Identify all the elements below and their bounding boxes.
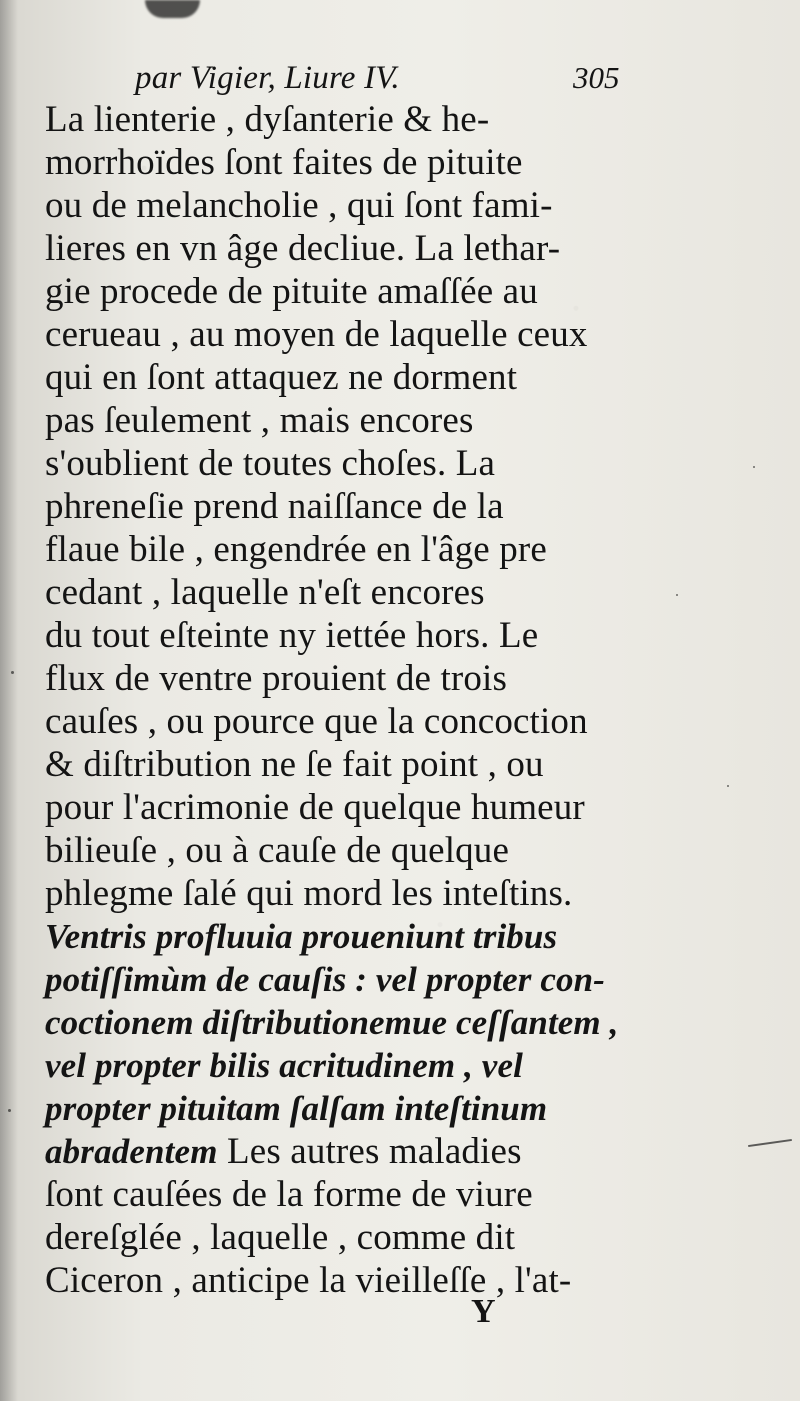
paper-speck — [727, 785, 729, 787]
latin-word: abradentem — [45, 1132, 218, 1171]
text-line: dereſglée , laquelle , comme dit — [45, 1217, 516, 1258]
latin-line: Ventris profluuia proueniunt tribus — [45, 917, 558, 956]
text-line: s'oublient de toutes choſes. La — [45, 443, 496, 484]
body-text — [45, 98, 635, 1301]
latin-line: propter pituitam ſalſam inteſtinum — [45, 1089, 548, 1128]
text-line: morrhoïdes ſont faites de pituite — [45, 142, 523, 183]
paper-mark — [748, 1139, 792, 1147]
text-line: phlegme ſalé qui mord les inteſtins. — [45, 873, 573, 914]
running-head: par Vigier, Liure IV. — [135, 60, 400, 96]
text-line: lieres en vn âge decliue. La lethar- — [45, 228, 561, 269]
text-line: cerueau , au moyen de laquelle ceux — [45, 314, 588, 355]
text-line: flux de ventre prouient de trois — [45, 658, 508, 699]
latin-line: vel propter bilis acritudinem , vel — [45, 1046, 523, 1085]
signature-mark: Y — [471, 1293, 496, 1330]
text-line: Ciceron , anticipe la vieilleſſe , l'at- — [45, 1260, 572, 1301]
text-line: du tout eſteinte ny iettée hors. Le — [45, 615, 539, 656]
binding-shadow — [0, 0, 18, 1401]
text-line: gie procede de pituite amaſſée au — [45, 271, 538, 312]
text-line: phreneſie prend naiſſance de la — [45, 486, 504, 527]
paper-speck — [676, 594, 678, 596]
text-line: cedant , laquelle n'eſt encores — [45, 572, 485, 613]
latin-line: potiſſimùm de cauſis : vel propter con- — [45, 960, 605, 999]
text-line: bilieuſe , ou à cauſe de quelque — [45, 830, 510, 871]
ink-stain — [145, 0, 200, 18]
text-line: & diſtribution ne ſe fait point , ou — [45, 744, 544, 785]
text-line: ſont cauſées de la forme de viure — [45, 1174, 533, 1215]
text-line: pour l'acrimonie de quelque humeur — [45, 787, 585, 828]
text-line: flaue bile , engendrée en l'âge pre — [45, 529, 547, 570]
paper-speck — [8, 1109, 11, 1112]
text-line: cauſes , ou pource que la concoction — [45, 701, 588, 742]
text-line: ou de melancholie , qui ſont fami- — [45, 185, 553, 226]
paper-speck — [753, 466, 755, 468]
paper-speck — [11, 671, 14, 674]
text-line: qui en ſont attaquez ne dorment — [45, 357, 518, 398]
page-number: 305 — [573, 60, 620, 95]
mixed-language-line — [45, 1130, 522, 1173]
french-text: Les autres maladies — [217, 1131, 522, 1172]
latin-line: coctionem diſtributionemue ceſſantem , — [45, 1003, 619, 1042]
text-line: La lienterie , dyſanterie & he- — [45, 99, 490, 140]
text-line: pas ſeulement , mais encores — [45, 400, 474, 441]
